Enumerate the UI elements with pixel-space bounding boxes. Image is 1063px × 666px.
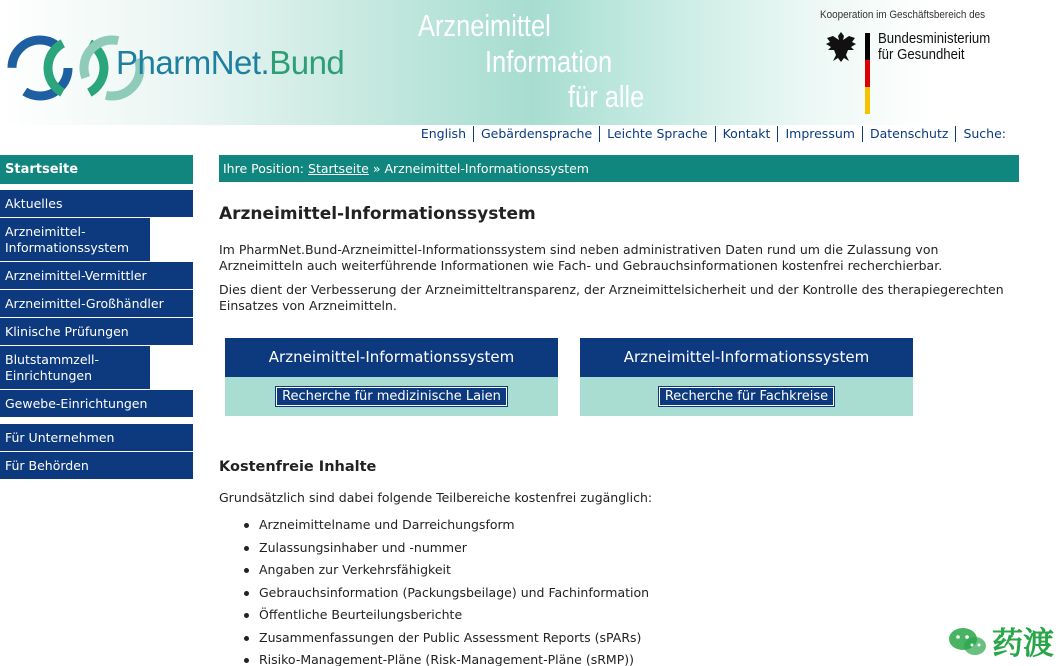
german-flag-stripe (865, 33, 870, 114)
nav-english[interactable]: English (420, 126, 466, 141)
breadcrumb-separator: » (372, 161, 381, 176)
sidebar-item-klinische-pruefungen[interactable]: Klinische Prüfungen (0, 317, 193, 346)
header-banner (0, 0, 1063, 125)
box-laien (225, 338, 558, 416)
sidebar-item-blutstammzell-einrichtungen[interactable]: Blutstammzell-Einrichtungen (0, 345, 150, 390)
content-list (259, 514, 649, 666)
search-entry-boxes (225, 338, 925, 416)
nav-impressum[interactable]: Impressum (777, 126, 861, 142)
sidebar-item-aktuelles[interactable]: Aktuelles (0, 189, 193, 218)
section-title: Kostenfreie Inhalte (219, 459, 377, 475)
list-item: Angaben zur Verkehrsfähigkeit (259, 559, 649, 582)
list-item: Risiko-Management-Pläne (Risk-Management-Pläne (sRMP)) (259, 649, 649, 666)
breadcrumb (219, 155, 1019, 182)
nav-leichte-sprache[interactable]: Leichte Sprache (599, 126, 714, 142)
main-content (219, 204, 1019, 666)
cooperation-text: Kooperation im Geschäftsbereich des (820, 9, 986, 21)
sidebar (0, 155, 193, 480)
recherche-fachkreise-button[interactable]: Recherche für Fachkreise (659, 387, 834, 406)
watermark-text: 药渡 (992, 626, 1054, 662)
sidebar-item-startseite[interactable]: Startseite (0, 155, 193, 184)
breadcrumb-label: Ihre Position: (223, 161, 305, 176)
sidebar-item-arzneimittel-vermittler[interactable]: Arzneimittel-Vermittler (0, 261, 193, 290)
recherche-laien-button[interactable]: Recherche für medizinische Laien (276, 387, 507, 406)
slogan-line-3: für alle (568, 79, 645, 114)
list-item: Öffentliche Beurteilungsberichte (259, 604, 649, 627)
sidebar-item-fuer-unternehmen[interactable]: Für Unternehmen (0, 423, 193, 452)
page-title: Arzneimittel-Informationssystem (219, 204, 536, 224)
nav-gebaerdensprache[interactable]: Gebärdensprache (473, 126, 599, 142)
box-laien-title[interactable]: Arzneimittel-Informationssystem (225, 338, 558, 377)
breadcrumb-link-startseite[interactable]: Startseite (308, 161, 369, 176)
box-fachkreise (580, 338, 913, 416)
nav-kontakt[interactable]: Kontakt (715, 126, 778, 142)
sidebar-item-fuer-behoerden[interactable]: Für Behörden (0, 451, 193, 480)
list-item: Zusammenfassungen der Public Assessment Reports (sPARs) (259, 627, 649, 650)
slogan-line-1: Arzneimittel (418, 8, 551, 43)
nav-datenschutz[interactable]: Datenschutz (862, 126, 956, 142)
federal-eagle-icon (824, 30, 858, 64)
intro-paragraph-1: Im PharmNet.Bund-Arzneimittel-Informationssystem sind neben administrativen Daten rund um die Zulassung von Arzneimitteln auch weiterführende Informationen wie Fach- und Gebrauchsinformationen kostenfrei recherchierbar. (219, 242, 943, 273)
section-intro: Grundsätzlich sind dabei folgende Teilbereiche kostenfrei zugänglich: (219, 490, 653, 505)
ministry-name[interactable]: Bundesministerium für Gesundheit (878, 30, 991, 63)
breadcrumb-current: Arzneimittel-Informationssystem (384, 161, 589, 176)
box-fachkreise-title[interactable]: Arzneimittel-Informationssystem (580, 338, 913, 377)
list-item: Gebrauchsinformation (Packungsbeilage) und Fachinformation (259, 582, 649, 605)
sidebar-item-arzneimittel-informationssystem[interactable]: Arzneimittel-Informationssystem (0, 217, 150, 262)
sidebar-item-arzneimittel-grosshaendler[interactable]: Arzneimittel-Großhändler (0, 289, 193, 318)
sidebar-item-gewebe-einrichtungen[interactable]: Gewebe-Einrichtungen (0, 389, 193, 418)
intro-paragraph-2: Dies dient der Verbesserung der Arzneimitteltransparenz, der Arzneimittelsicherheit und der Kontrolle des therapiegerechten Einsatzes von Arzneimitteln. (219, 282, 1004, 313)
slogan-line-2: Information (485, 44, 613, 79)
top-navigation (414, 126, 1013, 142)
logo-text[interactable]: PharmNet.Bund (116, 44, 345, 81)
list-item: Zulassungsinhaber und -nummer (259, 537, 649, 560)
nav-suche[interactable]: Suche: (955, 126, 1013, 142)
list-item: Arzneimittelname und Darreichungsform (259, 514, 649, 537)
